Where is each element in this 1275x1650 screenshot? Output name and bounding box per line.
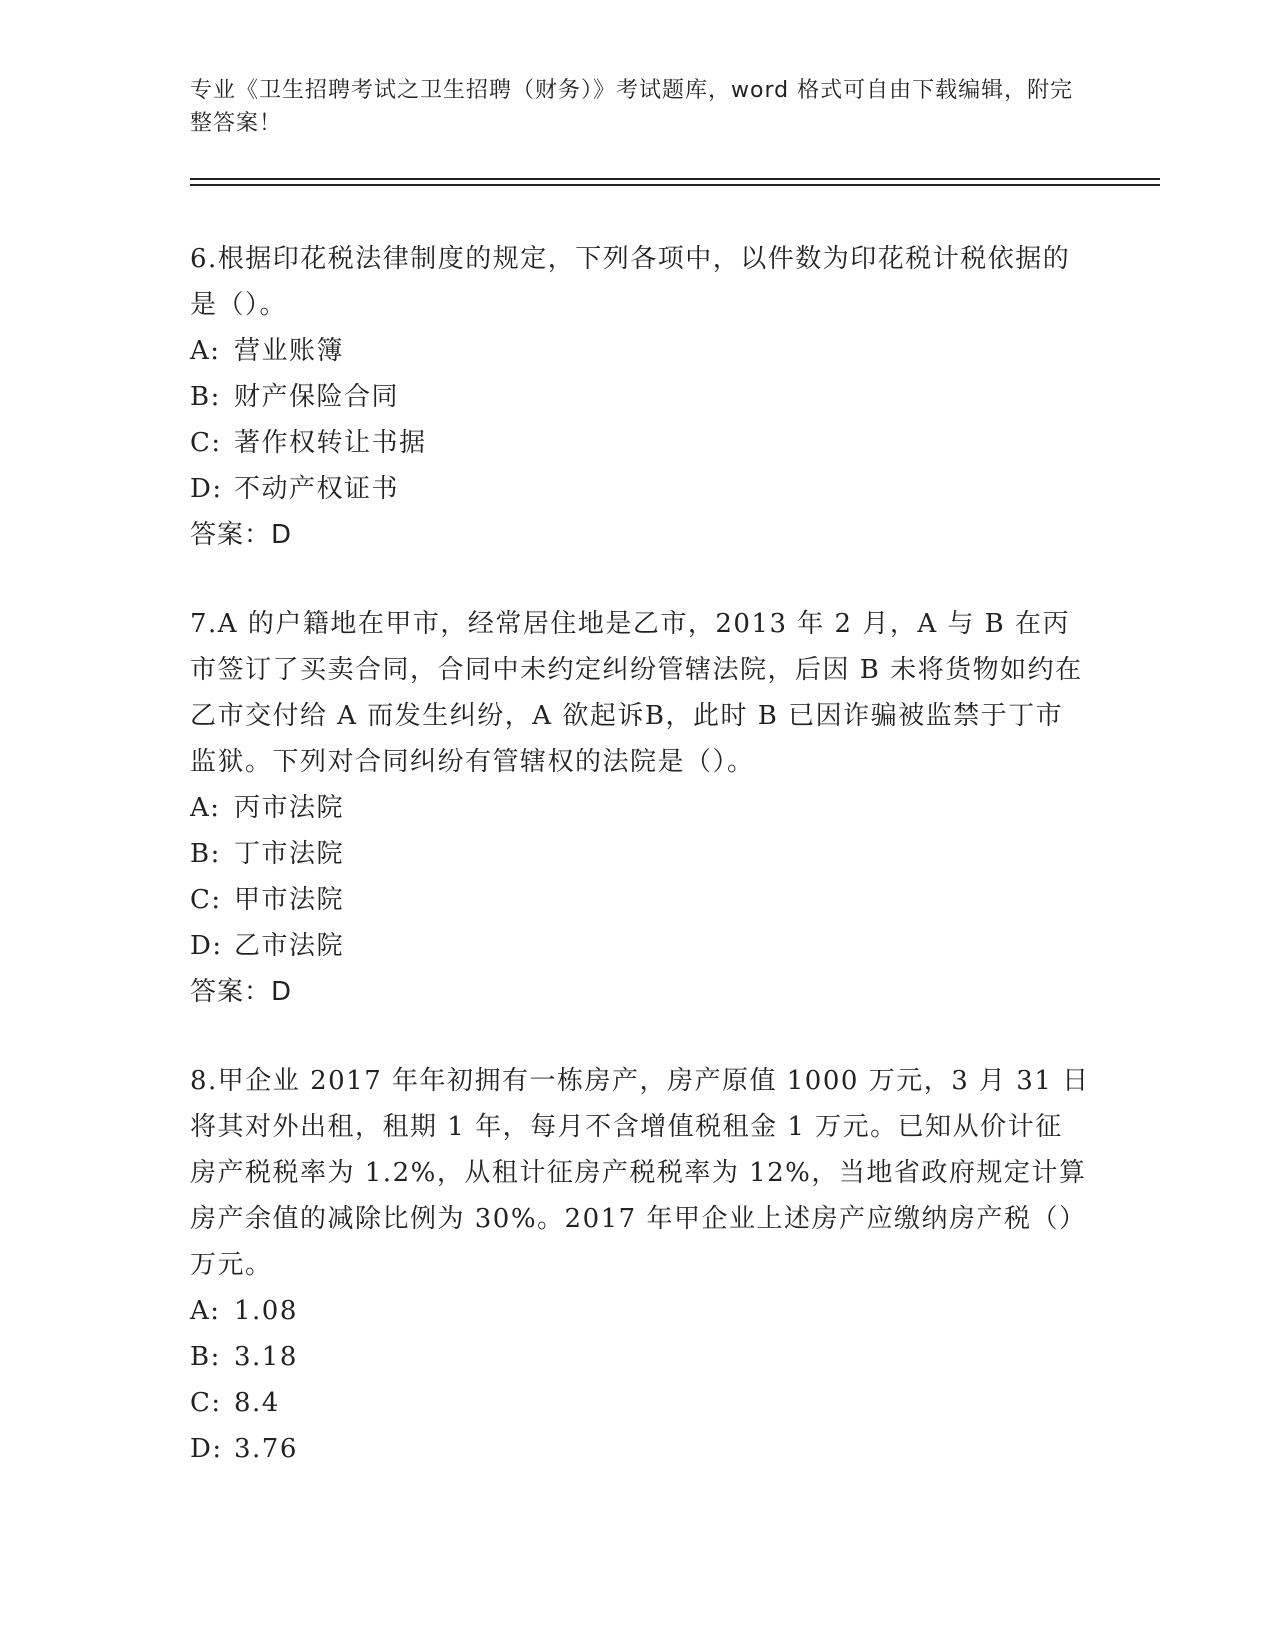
option-text: 丁市法院 bbox=[234, 839, 345, 869]
option-list bbox=[190, 328, 1090, 512]
option-letter: D: bbox=[190, 931, 223, 961]
header-divider-bottom bbox=[190, 184, 1160, 186]
question-stem: 7.A 的户籍地在甲市，经常居住地是乙市，2013 年 2 月，A 与 B 在丙市签订了买卖合同，合同中未约定纠纷管辖法院，后因 B 未将货物如约在乙市交付给 A 而发生纠纷，A 欲起诉B，此时 B 已因诈骗被监禁于丁市监狱。下列对合同纠纷有管辖权的法院是（）。 bbox=[190, 609, 1083, 777]
answer-line: 答案：D bbox=[190, 520, 293, 550]
option-b bbox=[190, 374, 1090, 420]
option-c bbox=[190, 420, 1090, 466]
option-d bbox=[190, 466, 1090, 512]
question-8 bbox=[190, 1058, 1090, 1472]
option-a bbox=[190, 328, 1090, 374]
option-text: 著作权转让书据 bbox=[234, 428, 427, 458]
option-text: 财产保险合同 bbox=[234, 382, 400, 412]
page-header: 专业《卫生招聘考试之卫生招聘（财务）》考试题库，word 格式可自由下载编辑，附完整答案！ bbox=[190, 78, 1074, 136]
option-letter: A: bbox=[190, 793, 221, 823]
question-6 bbox=[190, 236, 1090, 558]
option-list bbox=[190, 785, 1090, 969]
question-7 bbox=[190, 601, 1090, 1015]
option-letter: D: bbox=[190, 1434, 223, 1464]
option-a bbox=[190, 785, 1090, 831]
question-stem: 8.甲企业 2017 年年初拥有一栋房产，房产原值 1000 万元，3 月 31 日将其对外出租，租期 1 年，每月不含增值税租金 1 万元。已知从价计征房产税税率为 1.2%，从租计征房产税税率为 12%，当地省政府规定计算房产余值的减除比例为 30%。2017 年甲企业上述房产应缴纳房产税（）万元。 bbox=[190, 1066, 1090, 1280]
option-letter: D: bbox=[190, 474, 223, 504]
option-text: 甲市法院 bbox=[234, 885, 345, 915]
option-letter: C: bbox=[190, 885, 222, 915]
option-letter: C: bbox=[190, 1388, 222, 1418]
option-letter: A: bbox=[190, 336, 221, 366]
answer-line: 答案：D bbox=[190, 977, 293, 1007]
option-text: 丙市法院 bbox=[234, 793, 345, 823]
option-text: 不动产权证书 bbox=[234, 474, 400, 504]
option-text: 乙市法院 bbox=[234, 931, 345, 961]
option-text: 1.08 bbox=[234, 1296, 298, 1326]
option-c bbox=[190, 1380, 1090, 1426]
option-text: 8.4 bbox=[234, 1388, 280, 1418]
option-a bbox=[190, 1288, 1090, 1334]
question-stem: 6.根据印花税法律制度的规定，下列各项中，以件数为印花税计税依据的是（）。 bbox=[190, 244, 1071, 320]
header-divider-top bbox=[190, 178, 1160, 180]
option-letter: A: bbox=[190, 1296, 221, 1326]
option-letter: B: bbox=[190, 839, 221, 869]
option-letter: B: bbox=[190, 1342, 221, 1372]
option-c bbox=[190, 877, 1090, 923]
option-list bbox=[190, 1288, 1090, 1472]
option-letter: B: bbox=[190, 382, 221, 412]
option-text: 3.76 bbox=[234, 1434, 298, 1464]
option-letter: C: bbox=[190, 428, 222, 458]
option-text: 3.18 bbox=[234, 1342, 298, 1372]
option-d bbox=[190, 923, 1090, 969]
option-b bbox=[190, 831, 1090, 877]
option-text: 营业账簿 bbox=[234, 336, 345, 366]
option-d bbox=[190, 1426, 1090, 1472]
option-b bbox=[190, 1334, 1090, 1380]
